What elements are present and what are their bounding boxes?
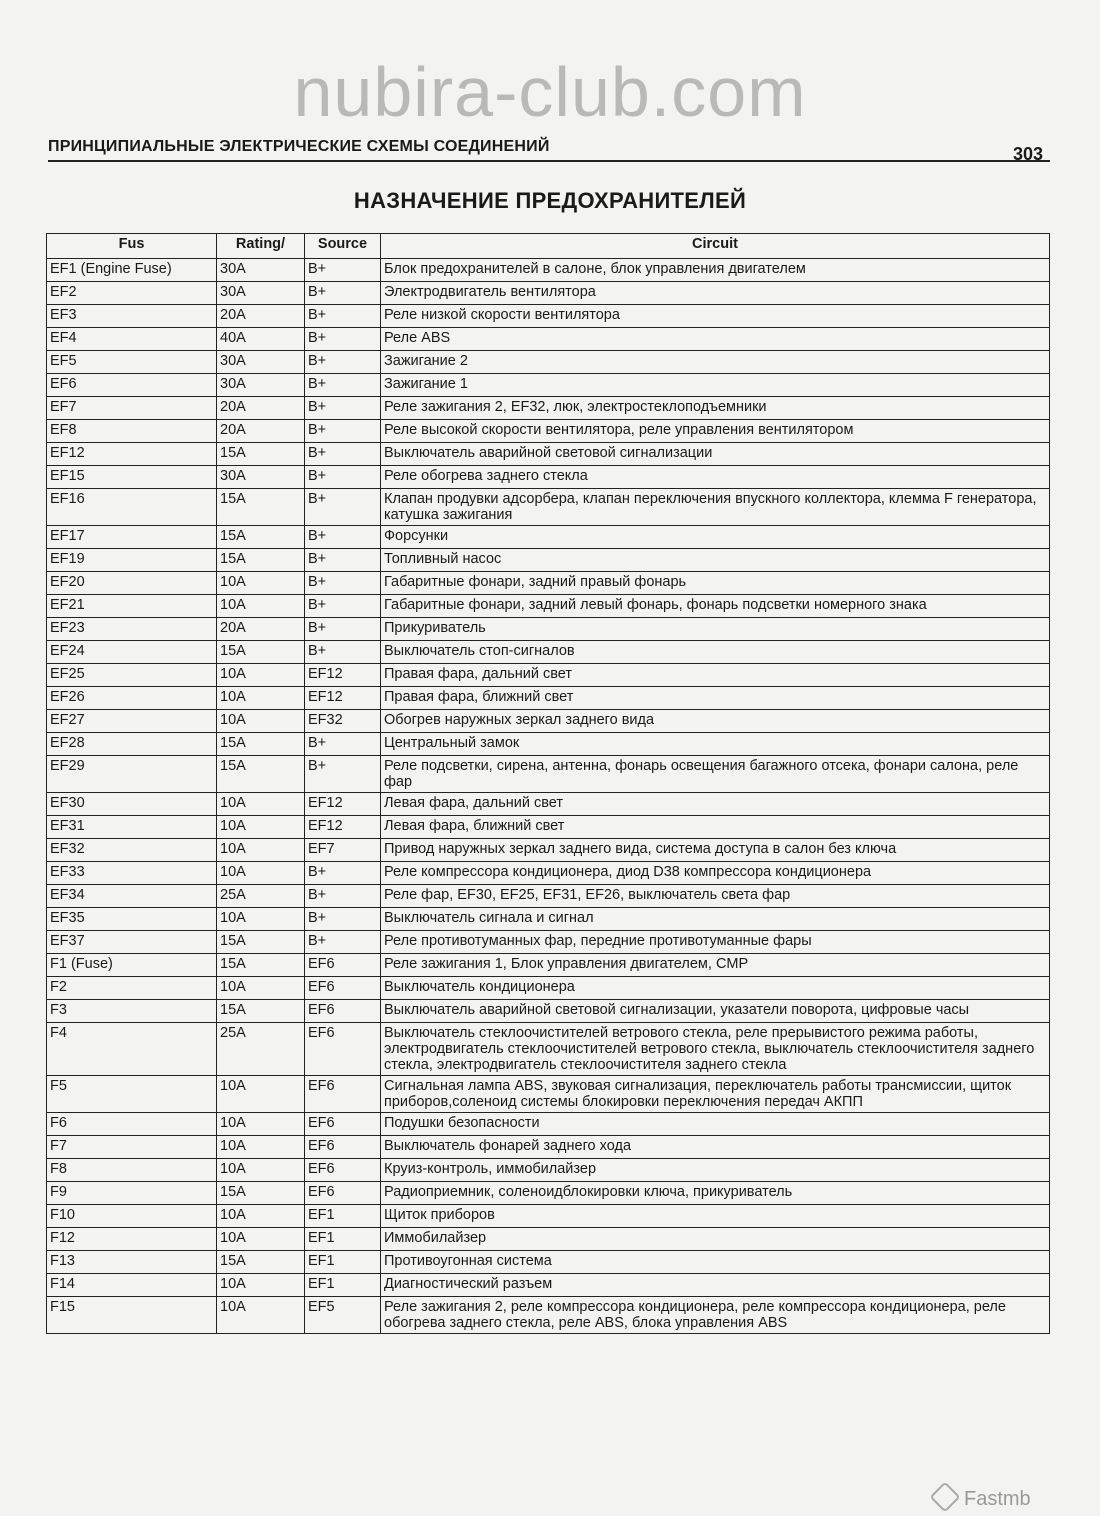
cell-circuit: Топливный насос [381, 549, 1050, 572]
cell-source: EF1 [305, 1251, 381, 1274]
cell-fuse: EF17 [47, 526, 217, 549]
table-row [47, 756, 1050, 793]
cell-rating: 30A [217, 374, 305, 397]
cell-fuse: EF6 [47, 374, 217, 397]
cell-circuit: Противоугонная система [381, 1251, 1050, 1274]
table-row [47, 931, 1050, 954]
cell-source: B+ [305, 526, 381, 549]
table-row [47, 466, 1050, 489]
cell-rating: 10A [217, 977, 305, 1000]
cell-fuse: EF26 [47, 687, 217, 710]
cell-circuit: Реле зажигания 2, реле компрессора кондиционера, реле компрессора кондиционера, реле обогрева заднего стекла, реле ABS, блока управления ABS [381, 1297, 1050, 1334]
cell-fuse: EF23 [47, 618, 217, 641]
cell-rating: 10A [217, 908, 305, 931]
cell-circuit: Сигнальная лампа ABS, звуковая сигнализация, переключатель работы трансмиссии, щиток приборов,соленоид системы блокировки переключения передач АКПП [381, 1076, 1050, 1113]
cell-rating: 15A [217, 1000, 305, 1023]
cell-source: EF6 [305, 954, 381, 977]
cell-fuse: EF35 [47, 908, 217, 931]
table-row [47, 549, 1050, 572]
cell-circuit: Электродвигатель вентилятора [381, 282, 1050, 305]
table-row [47, 443, 1050, 466]
cell-fuse: EF28 [47, 733, 217, 756]
cell-source: B+ [305, 374, 381, 397]
table-row [47, 1182, 1050, 1205]
cell-source: B+ [305, 595, 381, 618]
cell-fuse: F15 [47, 1297, 217, 1334]
cell-circuit: Реле зажигания 1, Блок управления двигателем, CMP [381, 954, 1050, 977]
section-title: ПРИНЦИПИАЛЬНЫЕ ЭЛЕКТРИЧЕСКИЕ СХЕМЫ СОЕДИНЕНИЙ [48, 138, 550, 155]
table-row [47, 328, 1050, 351]
cell-circuit: Щиток приборов [381, 1205, 1050, 1228]
cell-source: EF12 [305, 687, 381, 710]
table-row [47, 954, 1050, 977]
cell-fuse: EF8 [47, 420, 217, 443]
cell-circuit: Выключатель сигнала и сигнал [381, 908, 1050, 931]
cell-source: EF6 [305, 1000, 381, 1023]
cell-source: EF6 [305, 1136, 381, 1159]
cell-source: B+ [305, 862, 381, 885]
cell-rating: 30A [217, 351, 305, 374]
table-row [47, 816, 1050, 839]
cell-source: B+ [305, 489, 381, 526]
column-header-rating: Rating/ [217, 234, 305, 259]
cell-circuit: Габаритные фонари, задний правый фонарь [381, 572, 1050, 595]
cell-fuse: EF19 [47, 549, 217, 572]
cell-source: EF6 [305, 1182, 381, 1205]
table-header-row [47, 234, 1050, 259]
cell-fuse: EF33 [47, 862, 217, 885]
table-row [47, 420, 1050, 443]
table-row [47, 618, 1050, 641]
cell-rating: 15A [217, 549, 305, 572]
fuse-table [46, 233, 1050, 1334]
table-row [47, 1205, 1050, 1228]
cell-source: B+ [305, 328, 381, 351]
cell-rating: 15A [217, 641, 305, 664]
fastmb-watermark [934, 1486, 1031, 1511]
cell-fuse: EF2 [47, 282, 217, 305]
table-row [47, 1159, 1050, 1182]
cell-circuit: Левая фара, ближний свет [381, 816, 1050, 839]
cell-fuse: EF37 [47, 931, 217, 954]
cell-fuse: F6 [47, 1113, 217, 1136]
cell-source: EF6 [305, 977, 381, 1000]
table-row [47, 282, 1050, 305]
cell-rating: 10A [217, 1274, 305, 1297]
cell-rating: 15A [217, 931, 305, 954]
cell-rating: 10A [217, 839, 305, 862]
table-row [47, 305, 1050, 328]
cell-source: B+ [305, 756, 381, 793]
watermark: nubira-club.com [293, 53, 807, 131]
cell-rating: 10A [217, 572, 305, 595]
cell-fuse: EF3 [47, 305, 217, 328]
cell-rating: 20A [217, 420, 305, 443]
cell-fuse: EF5 [47, 351, 217, 374]
table-row [47, 862, 1050, 885]
cell-circuit: Реле ABS [381, 328, 1050, 351]
cell-rating: 10A [217, 793, 305, 816]
cell-rating: 15A [217, 443, 305, 466]
cell-circuit: Выключатель фонарей заднего хода [381, 1136, 1050, 1159]
cell-fuse: EF31 [47, 816, 217, 839]
cell-rating: 10A [217, 1228, 305, 1251]
cell-source: EF32 [305, 710, 381, 733]
page-title: НАЗНАЧЕНИЕ ПРЕДОХРАНИТЕЛЕЙ [353, 188, 747, 213]
cell-source: B+ [305, 908, 381, 931]
cell-source: B+ [305, 641, 381, 664]
cell-source: EF1 [305, 1274, 381, 1297]
cell-circuit: Зажигание 1 [381, 374, 1050, 397]
cell-fuse: F1 (Fuse) [47, 954, 217, 977]
cell-fuse: F4 [47, 1023, 217, 1076]
cell-source: B+ [305, 282, 381, 305]
cell-fuse: F14 [47, 1274, 217, 1297]
table-row [47, 572, 1050, 595]
cell-fuse: EF16 [47, 489, 217, 526]
cell-source: EF5 [305, 1297, 381, 1334]
cell-rating: 10A [217, 862, 305, 885]
table-body [47, 259, 1050, 1334]
cell-circuit: Выключатель аварийной световой сигнализации [381, 443, 1050, 466]
cell-rating: 10A [217, 1205, 305, 1228]
cell-circuit: Выключатель аварийной световой сигнализации, указатели поворота, цифровые часы [381, 1000, 1050, 1023]
cell-circuit: Форсунки [381, 526, 1050, 549]
cell-circuit: Круиз-контроль, иммобилайзер [381, 1159, 1050, 1182]
cell-fuse: F3 [47, 1000, 217, 1023]
table-row [47, 885, 1050, 908]
table-row [47, 1274, 1050, 1297]
cell-circuit: Выключатель стоп-сигналов [381, 641, 1050, 664]
cell-source: B+ [305, 931, 381, 954]
cell-fuse: EF30 [47, 793, 217, 816]
cell-circuit: Прикуриватель [381, 618, 1050, 641]
table-row [47, 710, 1050, 733]
table-row [47, 664, 1050, 687]
cell-fuse: F2 [47, 977, 217, 1000]
cell-circuit: Диагностический разъем [381, 1274, 1050, 1297]
cell-circuit: Правая фара, дальний свет [381, 664, 1050, 687]
table-row [47, 1297, 1050, 1334]
table-row [47, 687, 1050, 710]
cell-circuit: Правая фара, ближний свет [381, 687, 1050, 710]
cell-fuse: F10 [47, 1205, 217, 1228]
table-row [47, 526, 1050, 549]
cell-fuse: EF25 [47, 664, 217, 687]
page-number: 303 [1013, 144, 1044, 164]
cell-circuit: Подушки безопасности [381, 1113, 1050, 1136]
table-row [47, 977, 1050, 1000]
cell-rating: 20A [217, 397, 305, 420]
cell-circuit: Реле противотуманных фар, передние противотуманные фары [381, 931, 1050, 954]
cell-source: B+ [305, 885, 381, 908]
cell-rating: 10A [217, 1297, 305, 1334]
table-row [47, 595, 1050, 618]
cell-source: EF12 [305, 816, 381, 839]
cell-rating: 10A [217, 1159, 305, 1182]
cell-rating: 10A [217, 1113, 305, 1136]
cell-source: EF1 [305, 1205, 381, 1228]
cell-rating: 15A [217, 954, 305, 977]
cell-fuse: EF7 [47, 397, 217, 420]
table-row [47, 374, 1050, 397]
cell-source: EF6 [305, 1113, 381, 1136]
table-row [47, 1076, 1050, 1113]
cell-circuit: Реле обогрева заднего стекла [381, 466, 1050, 489]
cell-rating: 15A [217, 489, 305, 526]
cell-rating: 15A [217, 756, 305, 793]
cell-source: EF6 [305, 1159, 381, 1182]
column-header-source: Source [305, 234, 381, 259]
cell-fuse: EF1 (Engine Fuse) [47, 259, 217, 282]
cell-fuse: F7 [47, 1136, 217, 1159]
cell-rating: 20A [217, 618, 305, 641]
cell-rating: 20A [217, 305, 305, 328]
fastmb-logo-icon [929, 1481, 960, 1512]
cell-source: EF12 [305, 793, 381, 816]
cell-fuse: EF32 [47, 839, 217, 862]
cell-circuit: Реле компрессора кондиционера, диод D38 компрессора кондиционера [381, 862, 1050, 885]
cell-rating: 15A [217, 733, 305, 756]
cell-source: B+ [305, 420, 381, 443]
cell-rating: 10A [217, 1076, 305, 1113]
table-row [47, 351, 1050, 374]
cell-circuit: Центральный замок [381, 733, 1050, 756]
cell-rating: 10A [217, 664, 305, 687]
cell-source: B+ [305, 733, 381, 756]
cell-rating: 10A [217, 710, 305, 733]
cell-rating: 10A [217, 687, 305, 710]
cell-circuit: Реле подсветки, сирена, антенна, фонарь освещения багажного отсека, фонари салона, реле фар [381, 756, 1050, 793]
cell-fuse: EF4 [47, 328, 217, 351]
cell-source: B+ [305, 443, 381, 466]
cell-rating: 25A [217, 1023, 305, 1076]
cell-fuse: EF34 [47, 885, 217, 908]
cell-rating: 10A [217, 1136, 305, 1159]
cell-source: EF7 [305, 839, 381, 862]
table-row [47, 1228, 1050, 1251]
table-row [47, 259, 1050, 282]
cell-circuit: Радиоприемник, соленоидблокировки ключа, прикуриватель [381, 1182, 1050, 1205]
cell-fuse: F8 [47, 1159, 217, 1182]
cell-circuit: Обогрев наружных зеркал заднего вида [381, 710, 1050, 733]
cell-fuse: EF12 [47, 443, 217, 466]
cell-circuit: Блок предохранителей в салоне, блок управления двигателем [381, 259, 1050, 282]
cell-rating: 15A [217, 526, 305, 549]
cell-fuse: F12 [47, 1228, 217, 1251]
table-row [47, 1023, 1050, 1076]
cell-fuse: EF21 [47, 595, 217, 618]
table-row [47, 908, 1050, 931]
cell-circuit: Выключатель кондиционера [381, 977, 1050, 1000]
cell-fuse: F13 [47, 1251, 217, 1274]
cell-rating: 30A [217, 259, 305, 282]
cell-circuit: Реле низкой скорости вентилятора [381, 305, 1050, 328]
column-header-fuse: Fus [47, 234, 217, 259]
header-rule [48, 160, 1050, 162]
cell-rating: 30A [217, 282, 305, 305]
table-row [47, 1000, 1050, 1023]
cell-fuse: F9 [47, 1182, 217, 1205]
cell-circuit: Реле фар, EF30, EF25, EF31, EF26, выключатель света фар [381, 885, 1050, 908]
cell-circuit: Реле зажигания 2, EF32, люк, электростеклоподъемники [381, 397, 1050, 420]
cell-source: B+ [305, 305, 381, 328]
cell-fuse: EF15 [47, 466, 217, 489]
cell-source: EF12 [305, 664, 381, 687]
cell-fuse: EF27 [47, 710, 217, 733]
cell-circuit: Реле высокой скорости вентилятора, реле управления вентилятором [381, 420, 1050, 443]
cell-rating: 25A [217, 885, 305, 908]
column-header-circuit: Circuit [381, 234, 1050, 259]
cell-source: B+ [305, 618, 381, 641]
cell-source: B+ [305, 572, 381, 595]
cell-fuse: EF29 [47, 756, 217, 793]
cell-fuse: EF24 [47, 641, 217, 664]
cell-source: EF1 [305, 1228, 381, 1251]
cell-circuit: Левая фара, дальний свет [381, 793, 1050, 816]
table-row [47, 839, 1050, 862]
cell-rating: 10A [217, 595, 305, 618]
table-row [47, 1113, 1050, 1136]
cell-source: B+ [305, 259, 381, 282]
table-row [47, 489, 1050, 526]
cell-fuse: EF20 [47, 572, 217, 595]
cell-circuit: Зажигание 2 [381, 351, 1050, 374]
table-row [47, 397, 1050, 420]
table-row [47, 641, 1050, 664]
cell-circuit: Выключатель стеклоочистителей ветрового стекла, реле прерывистого режима работы, электродвигатель стеклоочистителей ветрового стекла, выключатель стеклоочистителя заднего стекла, электродвигатель стеклоочистителя заднего стекла [381, 1023, 1050, 1076]
table-row [47, 1251, 1050, 1274]
cell-circuit: Иммобилайзер [381, 1228, 1050, 1251]
table-row [47, 733, 1050, 756]
cell-rating: 40A [217, 328, 305, 351]
cell-source: B+ [305, 466, 381, 489]
table-row [47, 793, 1050, 816]
cell-source: EF6 [305, 1023, 381, 1076]
cell-rating: 10A [217, 816, 305, 839]
cell-circuit: Привод наружных зеркал заднего вида, система доступа в салон без ключа [381, 839, 1050, 862]
cell-rating: 15A [217, 1251, 305, 1274]
cell-circuit: Габаритные фонари, задний левый фонарь, фонарь подсветки номерного знака [381, 595, 1050, 618]
fastmb-brand: Fastmb [964, 1488, 1031, 1510]
cell-rating: 30A [217, 466, 305, 489]
cell-source: B+ [305, 397, 381, 420]
table-row [47, 1136, 1050, 1159]
cell-fuse: F5 [47, 1076, 217, 1113]
cell-rating: 15A [217, 1182, 305, 1205]
cell-source: B+ [305, 351, 381, 374]
cell-source: B+ [305, 549, 381, 572]
cell-circuit: Клапан продувки адсорбера, клапан переключения впускного коллектора, клемма F генератора, катушка зажигания [381, 489, 1050, 526]
cell-source: EF6 [305, 1076, 381, 1113]
